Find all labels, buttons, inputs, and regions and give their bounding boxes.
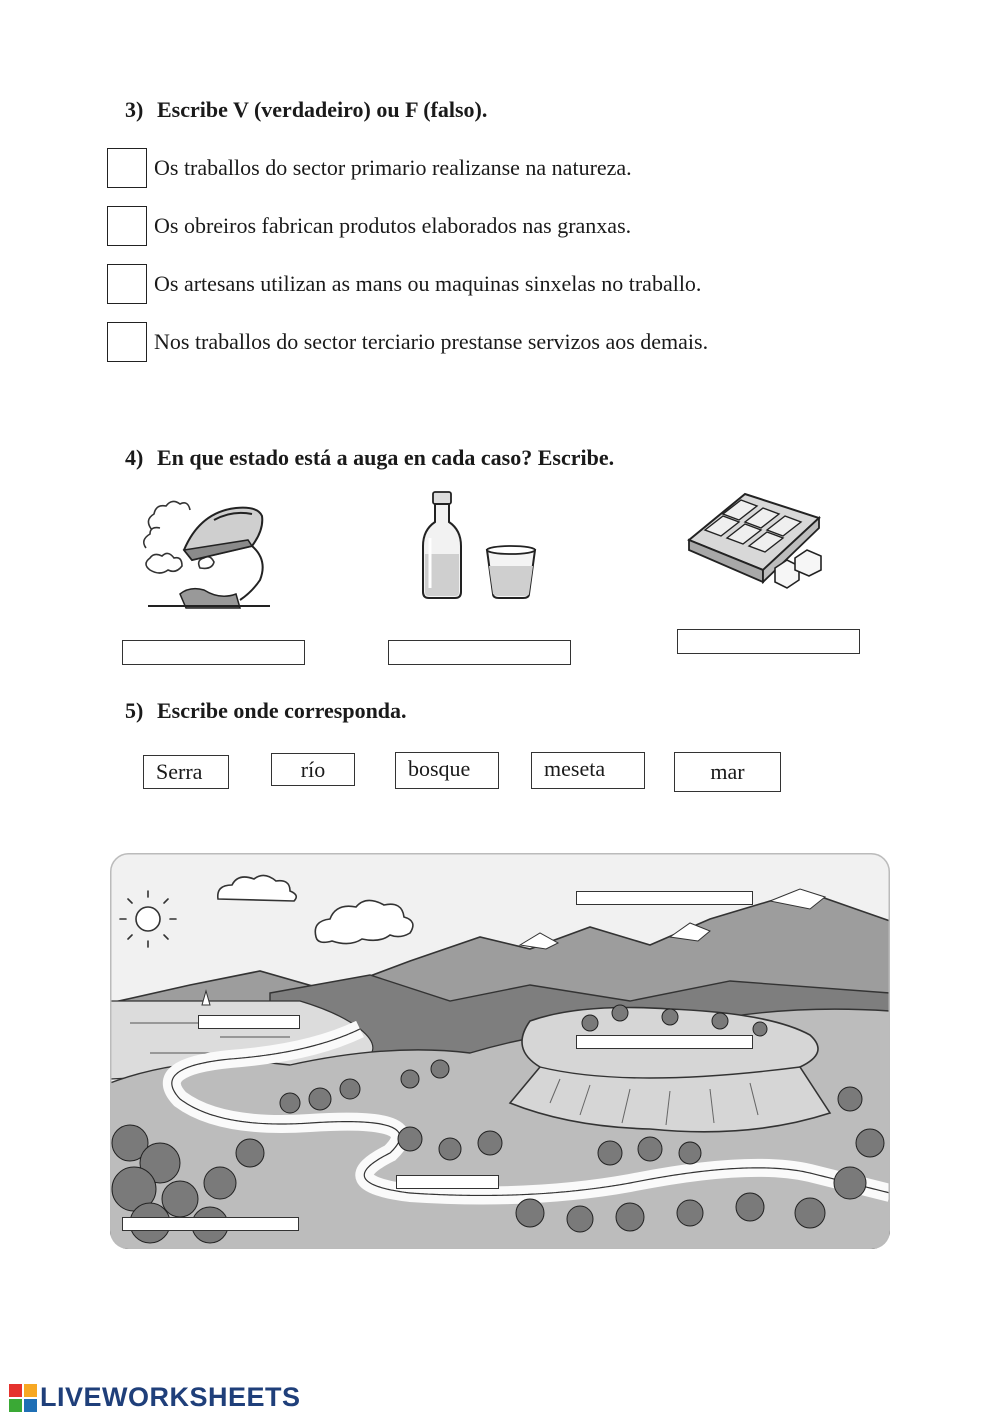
map-answer-river[interactable]: [396, 1175, 499, 1189]
bottle-and-glass-image: [405, 488, 555, 606]
water-state-answer-1[interactable]: [122, 640, 305, 665]
footer-brand-text: LIVEWORKSHEETS: [40, 1382, 301, 1412]
word-chip-rio: río: [271, 753, 355, 786]
section5-number: 5): [125, 698, 144, 723]
statement-3: Os artesans utilizan as mans ou maquinas sinxelas no traballo.: [154, 271, 702, 296]
map-answer-mountains[interactable]: [576, 891, 753, 905]
word-chip-meseta: meseta: [531, 752, 645, 789]
section4-heading: [125, 445, 614, 471]
section4-number: 4): [125, 445, 144, 470]
section3-heading: [125, 97, 487, 123]
landscape-illustration: [110, 853, 890, 1249]
section4-title: En que estado está a auga en cada caso? Escribe.: [157, 445, 615, 470]
word-chip-mar: mar: [674, 752, 781, 792]
true-false-box-4[interactable]: [107, 322, 147, 362]
water-state-answer-3[interactable]: [677, 629, 860, 654]
true-false-box-1[interactable]: [107, 148, 147, 188]
ice-cube-tray-image: [683, 488, 828, 596]
statement-4: Nos traballos do sector terciario prestanse servizos aos demais.: [154, 329, 709, 354]
section3-number: 3): [125, 97, 144, 122]
true-false-box-3[interactable]: [107, 264, 147, 304]
statement-2: Os obreiros fabrican produtos elaborados nas granxas.: [154, 213, 632, 238]
steam-iron-image: [140, 490, 275, 610]
footer-brand[interactable]: [8, 1382, 301, 1413]
word-chip-bosque: bosque: [395, 752, 499, 789]
map-answer-sea[interactable]: [198, 1015, 300, 1029]
true-false-box-2[interactable]: [107, 206, 147, 246]
statement-1: Os traballos do sector primario realizanse na natureza.: [154, 155, 632, 180]
map-answer-forest[interactable]: [122, 1217, 299, 1231]
section5-title: Escribe onde corresponda.: [157, 698, 407, 723]
section3-title: Escribe V (verdadeiro) ou F (falso).: [157, 97, 488, 122]
section5-heading: [125, 698, 407, 724]
liveworksheets-logo-icon: [8, 1383, 38, 1413]
word-chip-serra: Serra: [143, 755, 229, 789]
water-state-answer-2[interactable]: [388, 640, 571, 665]
map-answer-plateau[interactable]: [576, 1035, 753, 1049]
